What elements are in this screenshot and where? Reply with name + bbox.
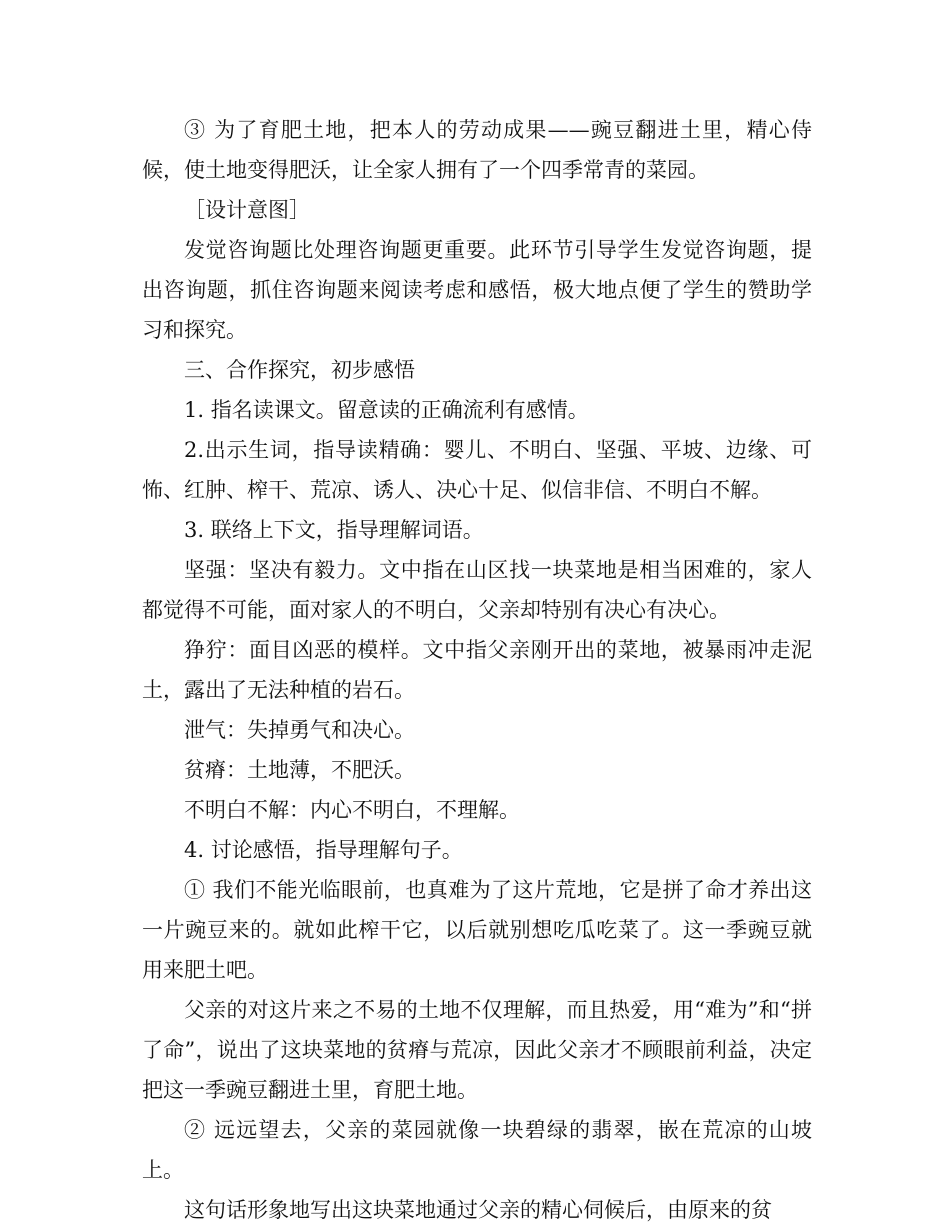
paragraph-intent-3: ③ 为了育肥土地，把本人的劳动成果——豌豆翻进土里，精心侍候，使土地变得肥沃，让全家人拥有了一个四季常青的菜园。 (142, 118, 812, 182)
vocab-xieqi: 泄气：失掉勇气和决心。 (184, 718, 415, 742)
sentence-2: ② 远远望去，父亲的菜园就像一块碧绿的翡翠，嵌在荒凉的山坡上。 (142, 1118, 812, 1182)
paragraph-design-intent: 发觉咨询题比处理咨询题更重要。此环节引导学生发觉咨询题，提出咨询题，抓住咨询题来阅读考虑和感悟，极大地点便了学生的赞助学习和探究。 (142, 238, 812, 342)
vocab-zhengning: 狰狞：面目凶恶的模样。文中指父亲刚开出的菜地，被暴雨冲走泥土，露出了无法种植的岩石。 (142, 638, 812, 702)
vocab-bujie: 不明白不解：内心不明白，不理解。 (184, 798, 520, 822)
step-1: 1. 指名读课文。留意读的正确流利有感情。 (184, 398, 589, 422)
section-label-design-intent: ［设计意图］ (184, 198, 310, 222)
sentence-1-analysis: 父亲的对这片来之不易的土地不仅理解，而且热爱，用“难为”和“拼了命”，说出了这块菜地的贫瘠与荒凉，因此父亲才不顾眼前利益，决定把这一季豌豆翻进土里，育肥土地。 (142, 998, 812, 1102)
sentence-2-analysis: 这句话形象地写出这块菜地通过父亲的精心伺候后，由原来的贫 (184, 1198, 772, 1222)
sentence-1: ① 我们不能光临眼前，也真难为了这片荒地，它是拼了命才养出这一片豌豆来的。就如此榨干它，以后就别想吃瓜吃菜了。这一季豌豆就用来肥土吧。 (142, 878, 812, 982)
vocab-jianqiang: 坚强：坚决有毅力。文中指在山区找一块菜地是相当困难的，家人都觉得不可能，面对家人的不明白，父亲却特别有决心有决心。 (142, 558, 812, 622)
step-3: 3. 联络上下文，指导理解词语。 (184, 518, 484, 542)
step-2: 2.出示生词，指导读精确：婴儿、不明白、坚强、平坡、边缘、可怖、红肿、榨干、荒凉、诱人、决心十足、似信非信、不明白不解。 (142, 438, 812, 502)
step-4: 4. 讨论感悟，指导理解句子。 (184, 838, 463, 862)
vocab-pinji: 贫瘠：土地薄，不肥沃。 (184, 758, 415, 782)
document-body (142, 110, 812, 1230)
section-heading-3: 三、合作探究，初步感悟 (184, 358, 415, 382)
